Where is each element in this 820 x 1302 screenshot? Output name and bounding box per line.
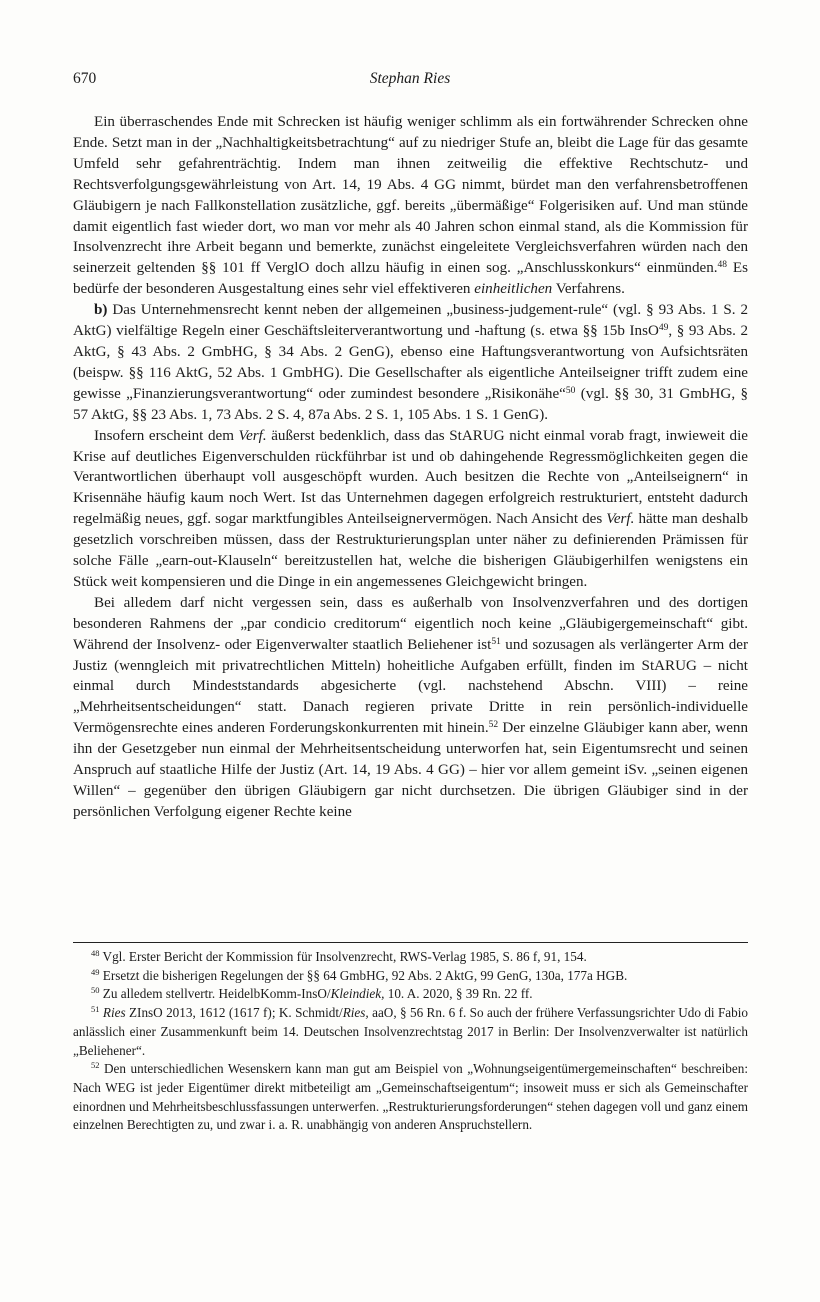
footnote-number: 48 [91,948,100,958]
footnotes [73,948,748,1135]
emphasis-text: Ries, [342,1005,369,1021]
footnote-number: 51 [91,1004,100,1015]
text-run: Insofern erscheint dem [94,427,239,444]
text-run: hätte man deshalb gesetzlich vorschreiben müssen, dass der Restrukturierungsplan unter näher zu definierenden Prämissen für solche Fälle „earn-out-Klauseln“ bereitzustellen hat, welche die bisherigen Gläubigerhilfen wenigstens ein Stück weit kompensieren und die Dinge in ein angemessenes Gleichgewicht bringen. [73,511,748,590]
footnote [73,948,748,967]
footnote-reference: 49 [658,323,669,334]
text-run: und sozusagen als verlängerter Arm der Justiz (wenngleich mit privatrechtlichen Mitteln) hoheitliche Aufgaben erfüllt, finden im StARUG – nicht einmal durch Mindeststandards abgesicherte (vgl. nachstehend Abschn. VIII) – reine „Mehrheitsentscheidungen“ statt. Danach regieren private Dritte in rein persönlich-individuelle Vermögensrechte eines anderen Forderungskonkurrenten mit hinein. [73,636,748,737]
body-paragraph [73,300,748,425]
footnote-number: 49 [91,966,100,977]
emphasis-text: einheitlichen [474,281,553,298]
footnote [73,985,748,1004]
text-run: Verfahrens. [552,281,625,298]
footnote-reference: 52 [488,720,499,731]
text-run: (vgl. §§ 30, 31 GmbHG, § 57 AktG, §§ 23 Abs. 1, 73 Abs. 2 S. 4, 87a Abs. 2 S. 1, 105 Abs. 1 S. 1 GenG). [73,385,749,423]
footnote [73,1060,748,1135]
text-run: 10. A. 2020, § 39 Rn. 22 ff. [384,986,533,1002]
text-run: Zu alledem stellvertr. HeidelbKomm-InsO/ [99,986,331,1002]
text-run: Vgl. Erster Bericht der Kommission für Insolvenzrecht, RWS-Verlag 1985, S. 86 f, 91, 154. [99,949,587,964]
text-run: Es bedürfe der besonderen Ausgestaltung eines sehr viel effektiveren [73,260,748,298]
emphasis-text: Verf. [238,427,267,444]
footnote [73,967,748,986]
section-label: b) [94,302,108,319]
footnote-reference: 51 [491,636,501,647]
emphasis-text: Kleindiek, [330,986,385,1002]
text-run: Bei alledem darf nicht vergessen sein, dass es außerhalb von Insolvenzverfahren und des dortigen besonderen Rahmens der „par condicio creditorum“ eigentlich noch keine „Gläubigergemeinschaft“ gibt. Während der Insolvenz- oder Eigenverwalter staatlich Beliehener ist [73,594,748,653]
footnote-reference: 50 [565,385,576,396]
text-run: , § 93 Abs. 2 AktG, § 43 Abs. 2 GmbHG, § 34 Abs. 2 GenG), ebenso eine Haftungsverantwortung von Aufsichtsräten (beispw. §§ 116 AktG, 52 Abs. 1 GmbHG). Die Gesellschafter als eigentliche Anteilseigner trifft zudem eine gewisse „Finanzierungsverantwortung“ oder zumindest besondere „Risikonähe“ [73,323,748,402]
body-paragraph [73,112,748,300]
emphasis-text: Verf. [606,511,635,528]
footnote [73,1004,748,1060]
body-paragraph [73,593,748,823]
page-number: 670 [73,70,97,87]
text-run: Das Unternehmensrecht kennt neben der allgemeinen „business-judgement-rule“ (vgl. § 93 Abs. 1 S. 2 AktG) vielfältige Regeln einer Geschäftsleiterverantwortung und -haftung (s. etwa §§ 15b InsO [73,302,748,340]
text-run: ZInsO 2013, 1612 (1617 f); K. Schmidt/ [125,1005,343,1021]
footnote-divider [73,942,748,943]
emphasis-text: Ries [102,1005,126,1021]
footnote-number: 52 [91,1060,100,1071]
running-head: Stephan Ries [369,70,451,87]
text-run: Ein überraschendes Ende mit Schrecken ist häufig weniger schlimm als ein fortwährender Schrecken ohne Ende. Setzt man in der „Nachhaltigkeitsbetrachtung“ auf zu niedriger Stufe an, bleibt die Lage für das gesamte Umfeld sehr gefahrenträchtig. Indem man ihnen zeitweilig die effektive Rechtschutz- und Rechtsverfolgungsgewährleistung von Art. 14, 19 Abs. 4 GG nimmt, bürdet man den verfahrensbetroffenen Gläubigern je nach Fallkonstellation zusätzliche, ggf. bereits „übermäßige“ Folgerisiken auf. Und man stünde damit eigentlich fast wieder dort, wo man vor mehr als 40 Jahren schon einmal stand, als die Kommission für Insolvenzrecht ihre Arbeit begann und bemerkte, zunächst eingeleitete Vergleichsverfahren würden nach den seinerzeit geltenden §§ 101 ff VerglO doch allzu häufig in einen sog. „Anschlusskonkurs“ einmünden. [73,114,748,277]
footnote-number: 50 [91,985,100,996]
body-text [73,112,748,823]
text-run: Den unterschiedlichen Wesenskern kann man gut am Beispiel von „Wohnungseigentümergemeinschaften“ beschreiben: Nach WEG ist jeder Eigentümer direkt mitbeteiligt am „Gemeinschaftseigentum“; insoweit muss er sich als Gemeinschafter einordnen und Mehrheitsbeschlussfassungen unterwerfen. „Restrukturierungsforderungen“ stehen dagegen voll und ganz einem einzelnen Berechtigten zu, und zwar i. a. R. unabhängig von anderen Anspruchstellern. [73,1061,748,1133]
body-paragraph [73,426,748,593]
footnote-reference: 48 [717,260,728,271]
text-run: äußerst bedenklich, dass das StARUG nicht einmal vorab fragt, inwieweit die Krise auf deutliches Eigenverschulden rückführbar ist und ob dahingehende Regressmöglichkeiten gegen die Verantwortlichen überhaupt voll ausgeschöpft wurden. Auch besitzen die Rechte von „Anteilseignern“ in Krisennähe häufig kaum noch Wert. Ist das Unternehmen dagegen erfolgreich restrukturiert, entsteht dadurch regelmäßig neues, ggf. sogar marktfungibles Anteilseignervermögen. Nach Ansicht des [73,427,748,528]
text-run: Der einzelne Gläubiger kann aber, wenn ihn der Gesetzgeber nun einmal der Mehrheitsentscheidung unterworfen hat, sein Eigentumsrecht und seinen Anspruch auf staatliche Hilfe der Justiz (Art. 14, 19 Abs. 4 GG) – hier vor allem gemeint iSv. „seinen eigenen Willen“ – gegenüber den übrigen Gläubigern gar nicht durchsetzen. Die übrigen Gläubiger sind in der persönlichen Verfolgung eigener Rechte keine [73,720,748,820]
text-run: aaO, § 56 Rn. 6 f. So auch der frühere Verfassungsrichter Udo di Fabio anlässlich einer Zusammenkunft beim 14. Deutschen Insolvenzrechtstag 2017 in Berlin: Der Insolvenzverwalter ist natürlich „Beliehener“. [73,1005,749,1058]
text-run: Ersetzt die bisherigen Regelungen der §§ 64 GmbHG, 92 Abs. 2 AktG, 99 GenG, 130a, 177a HGB. [99,967,628,983]
